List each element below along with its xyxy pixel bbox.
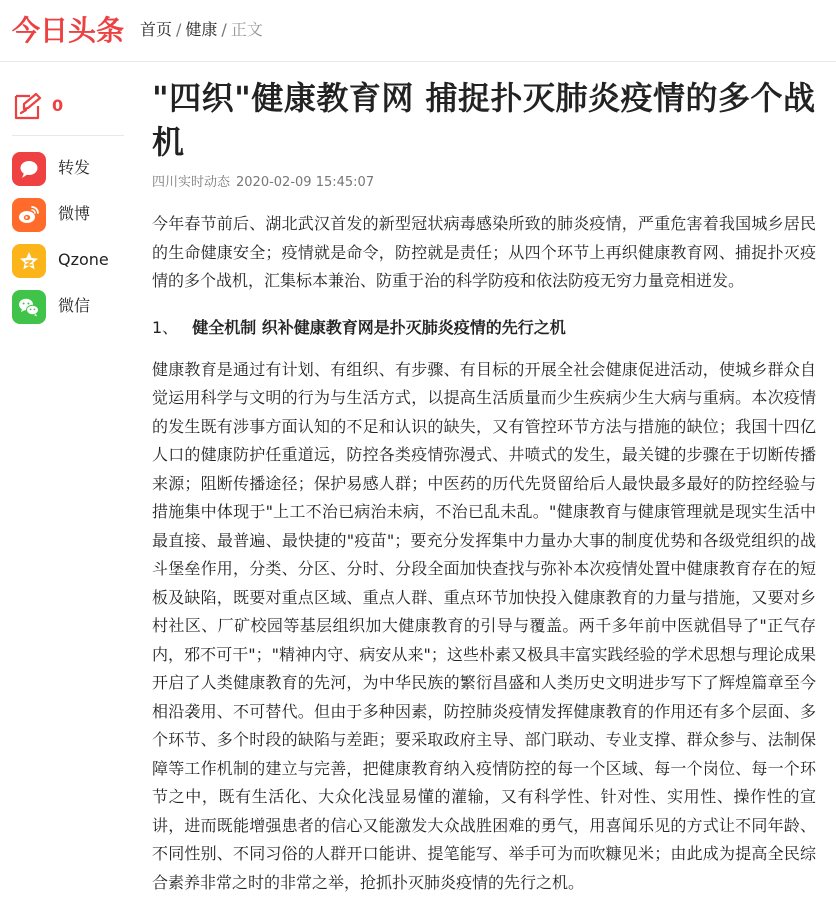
share-list	[12, 150, 124, 334]
breadcrumb-category-link[interactable]: 健康	[185, 20, 218, 39]
share-qzone-button[interactable]	[12, 242, 124, 288]
article-paragraph: 今年春节前后、湖北武汉首发的新型冠状病毒感染所致的肺炎疫情，严重危害着我国城乡居民的生命健康安全；疫情就是命令，防控就是责任；从四个环节上再织健康教育网、捕捉扑灭疫情的多个战机，汇集标本兼治、防重于治的科学防疫和依法防疫无穷力量竞相迸发。	[152, 214, 816, 290]
share-sidebar	[12, 88, 124, 334]
article-source[interactable]: 四川实时动态	[152, 175, 231, 190]
comment-count: 0	[52, 96, 64, 115]
breadcrumb-home-link[interactable]: 首页	[140, 20, 173, 39]
site-logo[interactable]: 今日头条	[12, 14, 125, 47]
article-paragraph: 健康教育是通过有计划、有组织、有步骤、有目标的开展全社会健康促进活动，使城乡群众自觉运用科学与文明的行为与生活方式，以提高生活质量而少生疾病少生大病与重病。本次疫情的发生既有涉事方面认知的不足和认识的缺失，又有管控环节方法与措施的缺位；我国十四亿人口的健康防护任重道远，防控各类疫情弥漫式、井喷式的发生，最关键的步骤在于切断传播来源；阻断传播途径；保护易感人群；中医药的历代先贤留给后人最快最多最好的防控经验与措施集中体现于"上工不治已病治未病，不治已乱未乱。"健康教育与健康管理就是现实生活中最直接、最普遍、最快捷的"疫苗"；要充分发挥集中力量办大事的制度优势和各级党组织的战斗堡垒作用，分类、分区、分时、分段全面加快查找与弥补本次疫情处置中健康教育存在的短板及缺陷，既要对重点区域、重点人群、重点环节加快投入健康教育的力量与措施，又要对乡村社区、厂矿校园等基层组织加大健康教育的引导与覆盖。两千多年前中医就倡导了"正气存内，邪不可干"；"精神内守、病安从来"；这些朴素又极具丰富实践经验的学术思想与理论成果开启了人类健康教育的先河，为中华民族的繁衍昌盛和人类历史文明进步写下了辉煌篇章至今相沿袭用、不可替代。但由于多种因素，防控肺炎疫情发挥健康教育的作用还有多个层面、多个环节、多个时段的缺陷与差距；要采取政府主导、部门联动、专业支撑、群众参与、法制保障等工作机制的建立与完善，把健康教育纳入疫情防控的每一个区域、每一个岗位、每一个环节之中，既有生活化、大众化浅显易懂的灌输，又有科学性、针对性、实用性、操作性的宣讲，进而既能增强患者的信心又能激发大众战胜困难的勇气，用喜闻乐见的方式让不同年龄、不同性别、不同习俗的人群开口能讲、提笔能写、举手可为而吹糠见米；由此成为提高全民综合素养非常之时的非常之举，抢抓扑灭肺炎疫情的先行之机。	[152, 359, 816, 892]
section-heading	[152, 316, 816, 340]
article-main	[152, 76, 816, 897]
article-meta	[152, 174, 816, 192]
breadcrumb-current: 正文	[230, 20, 263, 39]
section-title: 健全机制 织补健康教育网是扑灭肺炎疫情的先行之机	[192, 317, 566, 337]
share-weibo-button[interactable]	[12, 196, 124, 242]
share-repost-label: 转发	[58, 158, 91, 177]
share-wechat-label: 微信	[58, 296, 91, 315]
breadcrumb-separator: /	[221, 20, 227, 39]
top-header	[0, 0, 836, 62]
share-repost-button[interactable]	[12, 150, 124, 196]
qzone-icon	[12, 244, 46, 278]
share-wechat-button[interactable]	[12, 288, 124, 334]
weibo-icon	[12, 198, 46, 232]
breadcrumb-separator: /	[176, 20, 182, 39]
section-number: 1、	[152, 317, 179, 337]
article-title: "四织"健康教育网 捕捉扑灭肺炎疫情的多个战机	[152, 79, 816, 161]
share-weibo-label: 微博	[58, 204, 91, 223]
repost-icon	[12, 152, 46, 186]
breadcrumb	[140, 19, 263, 41]
wechat-icon	[12, 290, 46, 324]
article-time: 2020-02-09 15:45:07	[236, 175, 375, 190]
share-qzone-label: Qzone	[58, 250, 109, 269]
comment-button[interactable]	[12, 88, 124, 136]
comment-edit-icon	[12, 90, 44, 122]
